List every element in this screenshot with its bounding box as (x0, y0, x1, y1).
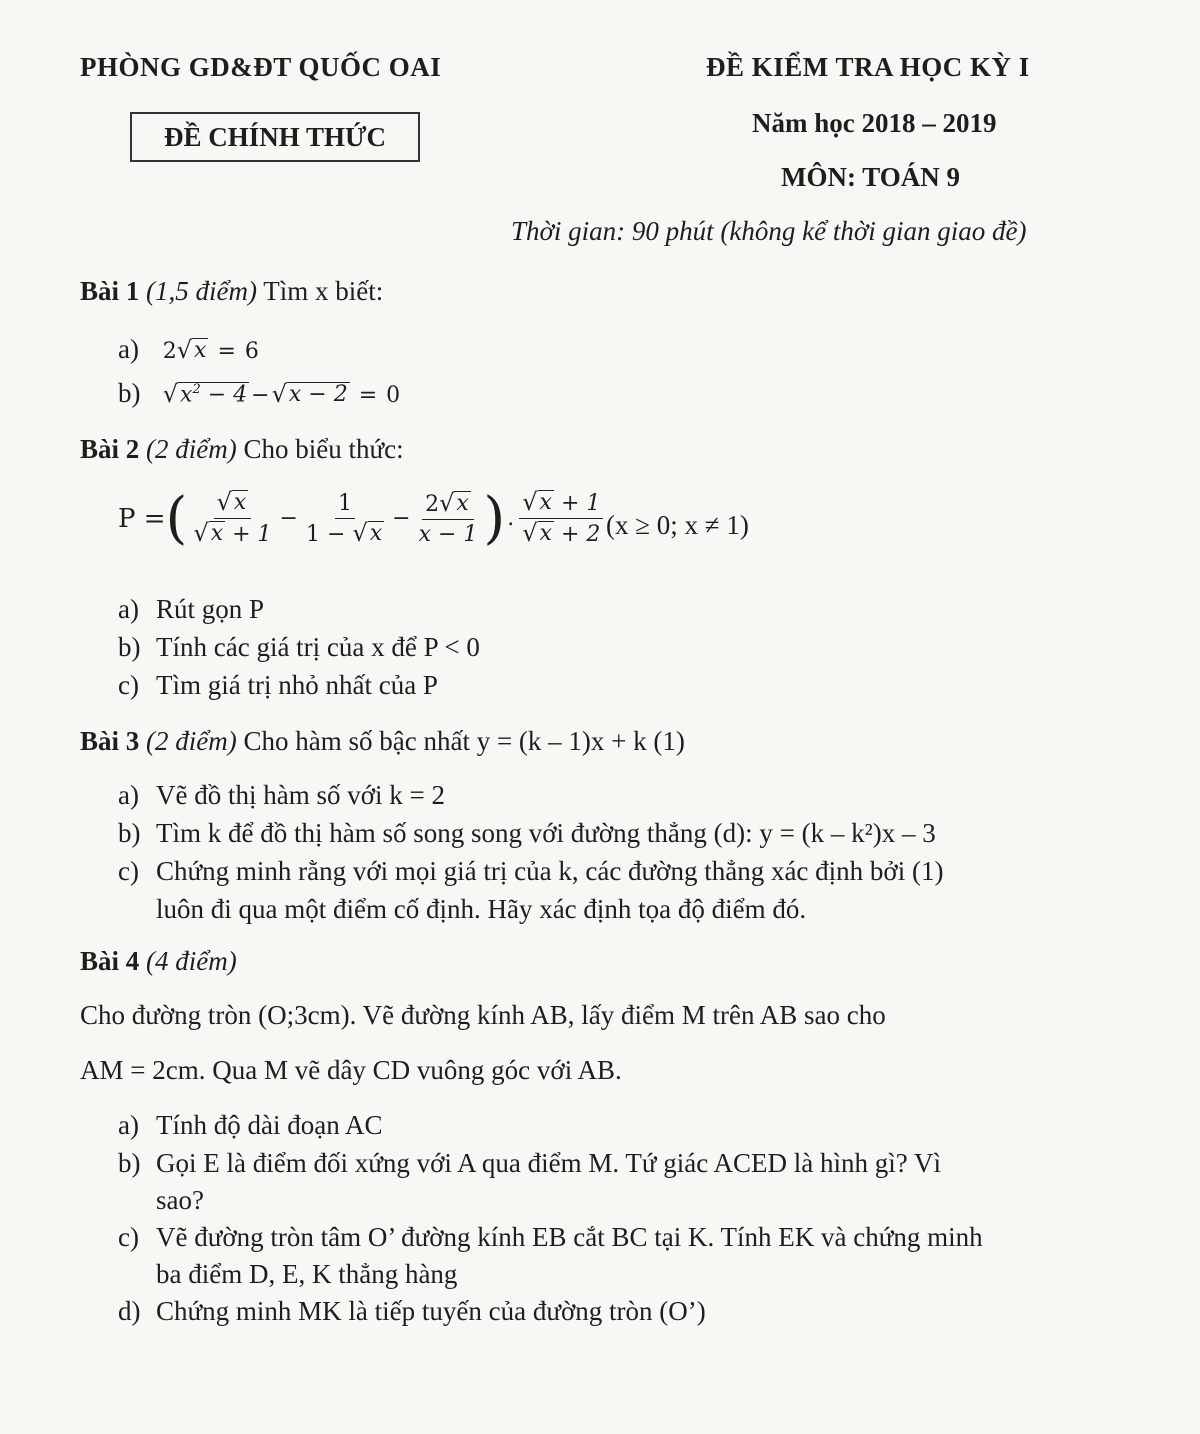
bai3-title: Bài 3 (80, 726, 140, 756)
bai3-item-a (118, 780, 445, 811)
bai4-a-label: a) (118, 1110, 139, 1140)
bai2-b-label: b) (118, 632, 141, 662)
bai2-a-text: Rút gọn P (156, 594, 265, 624)
bai4-item-b (118, 1148, 941, 1179)
bai4-d-text: Chứng minh MK là tiếp tuyến của đường tròn (O’) (156, 1296, 706, 1326)
bai4-points: (4 điểm) (146, 946, 237, 976)
bai3-heading (80, 726, 685, 757)
bai3-a-label: a) (118, 780, 139, 810)
bai4-b-text-cont: sao? (156, 1185, 204, 1215)
official-label: ĐỀ CHÍNH THỨC (163, 121, 387, 152)
bai1-item-a (118, 334, 259, 365)
bai1-a-equation: 2 √ x = 6 (162, 336, 259, 364)
bai1-points: (1,5 điểm) (146, 276, 257, 306)
department-name: PHÒNG GD&ĐT QUỐC OAI (80, 52, 442, 82)
bai2-c-text: Tìm giá trị nhỏ nhất của P (156, 670, 438, 700)
bai4-line1: Cho đường tròn (O;3cm). Vẽ đường kính AB, lấy điểm M trên AB sao cho (80, 1000, 886, 1030)
bai4-c-text-cont: ba điểm D, E, K thẳng hàng (156, 1259, 458, 1289)
bai4-title: Bài 4 (80, 946, 140, 976)
subject: MÔN: TOÁN 9 (781, 162, 961, 192)
official-box (130, 112, 420, 162)
bai4-b-text: Gọi E là điểm đối xứng với A qua điểm M. Tứ giác ACED là hình gì? Vì (156, 1148, 941, 1178)
bai2-item-b (118, 632, 480, 663)
bai4-b-label: b) (118, 1148, 141, 1178)
bai4-line2: AM = 2cm. Qua M vẽ dây CD vuông góc với AB. (80, 1055, 622, 1085)
bai3-b-text: Tìm k để đồ thị hàm số song song với đường thẳng (d): y = (k – k²)x – 3 (156, 818, 936, 848)
bai2-b-text: Tính các giá trị của x để P < 0 (156, 632, 480, 662)
bai3-c-text-cont: luôn đi qua một điểm cố định. Hãy xác định tọa độ điểm đó. (156, 894, 807, 924)
bai3-c-text: Chứng minh rằng với mọi giá trị của k, các đường thẳng xác định bởi (1) (156, 856, 944, 886)
bai2-c-label: c) (118, 670, 139, 700)
bai3-item-c (118, 856, 943, 887)
bai1-b-label: b) (118, 378, 141, 408)
bai3-item-c-cont (156, 894, 806, 925)
bai3-points: (2 điểm) (146, 726, 237, 756)
bai3-item-b (118, 818, 936, 849)
bai3-c-label: c) (118, 856, 139, 886)
bai2-expression: P = ( √ x √ x + 1 − 1 1 − √ x − 2 √ x x − 1 ) . √ x + 1 √ x + 2 (118, 490, 606, 547)
bai4-c-text: Vẽ đường tròn tâm O’ đường kính EB cắt BC tại K. Tính EK và chứng minh (156, 1222, 983, 1252)
school-year: Năm học 2018 – 2019 (752, 108, 997, 138)
bai4-item-c-cont (156, 1259, 457, 1290)
bai4-item-d (118, 1296, 706, 1327)
exam-title: ĐỀ KIỂM TRA HỌC KỲ I (706, 52, 1030, 82)
bai2-item-a (118, 594, 264, 625)
bai3-prompt: Cho hàm số bậc nhất y = (k – 1)x + k (1) (243, 726, 685, 756)
bai2-a-label: a) (118, 594, 139, 624)
bai1-a-label: a) (118, 334, 139, 364)
bai2-title: Bài 2 (80, 434, 140, 464)
bai1-heading (80, 276, 383, 307)
bai2-condition: (x ≥ 0; x ≠ 1) (606, 510, 749, 540)
bai1-item-b (118, 378, 400, 409)
bai4-a-text: Tính độ dài đoạn AC (156, 1110, 383, 1140)
bai1-prompt: Tìm x biết: (263, 276, 384, 306)
bai4-c-label: c) (118, 1222, 139, 1252)
bai1-b-equation: √ $x^2 - 4$ − √ x − 2 = 0 (162, 380, 401, 408)
bai1-title: Bài 1 (80, 276, 140, 306)
bai4-item-a (118, 1110, 382, 1141)
bai2-heading (80, 434, 404, 465)
bai4-d-label: d) (118, 1296, 141, 1326)
bai2-points: (2 điểm) (146, 434, 237, 464)
bai3-a-text: Vẽ đồ thị hàm số với k = 2 (156, 780, 445, 810)
bai2-item-c (118, 670, 438, 701)
bai4-item-c (118, 1222, 983, 1253)
bai4-item-b-cont (156, 1185, 204, 1216)
bai2-prompt: Cho biểu thức: (243, 434, 404, 464)
exam-time: Thời gian: 90 phút (không kể thời gian giao đề) (511, 216, 1027, 246)
bai4-heading (80, 946, 237, 977)
bai3-b-label: b) (118, 818, 141, 848)
